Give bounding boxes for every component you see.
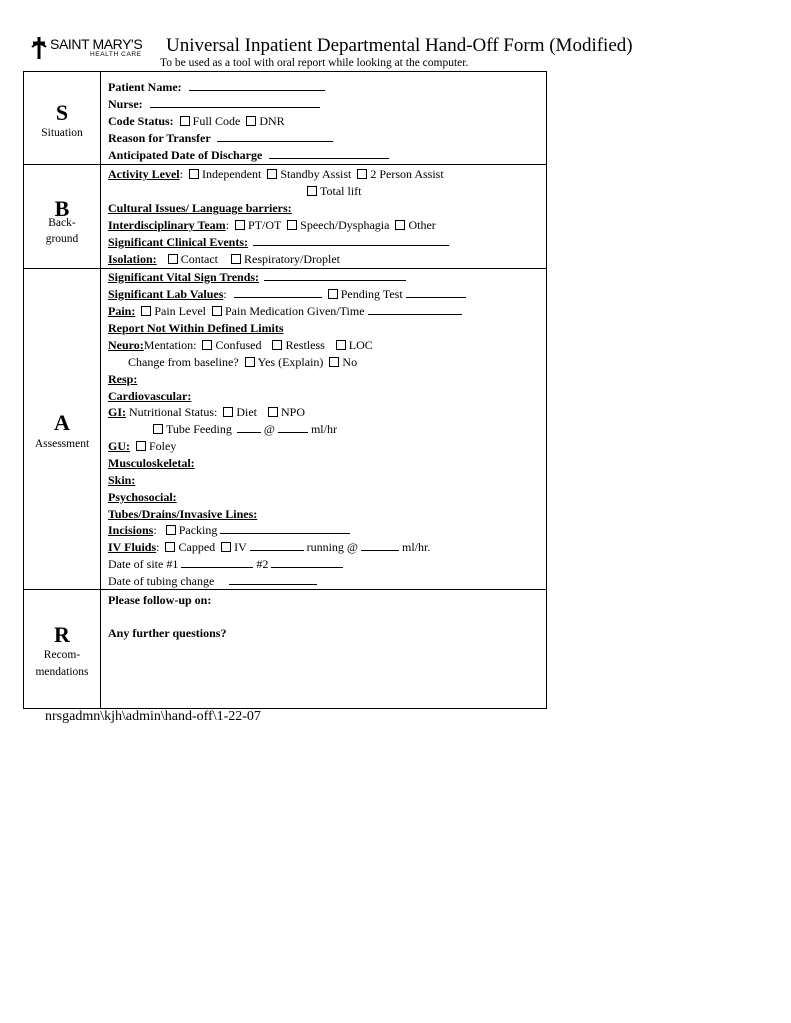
assessment-label: Assessment: [34, 438, 90, 450]
date-site-2-field[interactable]: [271, 557, 343, 568]
incisions-label: Incisions: [108, 523, 154, 537]
psycho-label: Psychosocial:: [108, 490, 177, 504]
interdisciplinary-label: Interdisciplinary Team: [108, 218, 226, 232]
gu-label: GU:: [108, 439, 130, 453]
form-title: Universal Inpatient Departmental Hand-Off Form (Modified): [166, 35, 633, 56]
contact-label: Contact: [180, 252, 219, 266]
no-label: No: [342, 355, 358, 369]
contact-checkbox[interactable]: [168, 254, 178, 264]
packing-field[interactable]: [220, 523, 350, 534]
independent-label: Independent: [202, 167, 262, 181]
saint-marys-logo: [30, 36, 154, 62]
column-divider: [100, 72, 101, 708]
pain-level-label: Pain Level: [154, 304, 206, 318]
mentation-label: Mentation:: [143, 338, 197, 352]
pt-ot-label: PT/OT: [248, 218, 282, 232]
date-tubing-label: Date of tubing change: [108, 574, 215, 588]
tube-feeding-checkbox[interactable]: [153, 424, 163, 434]
assessment-letter: A: [54, 410, 70, 435]
pending-test-label: Pending Test: [340, 287, 403, 301]
change-baseline-row: [128, 355, 357, 370]
neuro-row: [108, 338, 373, 353]
nurse-row: [108, 97, 320, 112]
cardio-label: Cardiovascular:: [108, 389, 192, 403]
npo-label: NPO: [281, 405, 306, 419]
logo-subtitle: HEALTH CARE: [90, 51, 142, 58]
speech-label: Speech/Dysphagia: [300, 218, 390, 232]
background-letter: B: [54, 196, 70, 221]
packing-label: Packing: [178, 523, 218, 537]
isolation-label: Isolation:: [108, 252, 157, 266]
gi-label: GI:: [108, 405, 126, 419]
lab-values-row: Significant Lab Values: Pending Test: [108, 287, 466, 302]
iv-field[interactable]: [250, 540, 304, 551]
tube-feeding-at: @: [263, 422, 275, 436]
recommendations-letter: R: [54, 622, 70, 647]
isolation-row: [108, 252, 340, 267]
pain-med-checkbox[interactable]: [212, 306, 222, 316]
standby-assist-label: Standby Assist: [280, 167, 352, 181]
total-lift-checkbox[interactable]: [307, 186, 317, 196]
logo-name: SAINT MARY'S: [50, 36, 143, 52]
loc-label: LOC: [348, 338, 373, 352]
lab-values-field[interactable]: [234, 287, 322, 298]
tube-feeding-unit: ml/hr: [310, 422, 337, 436]
confused-label: Confused: [215, 338, 262, 352]
npo-checkbox[interactable]: [268, 407, 278, 417]
tubes-label: Tubes/Drains/Invasive Lines:: [108, 507, 258, 521]
clinical-events-row: [108, 235, 449, 250]
two-person-assist-label: 2 Person Assist: [370, 167, 444, 181]
pain-label: Pain:: [108, 304, 136, 318]
respiratory-checkbox[interactable]: [231, 254, 241, 264]
pain-level-checkbox[interactable]: [141, 306, 151, 316]
row-divider-situation: [24, 164, 546, 165]
pain-med-label: Pain Medication Given/Time: [225, 304, 365, 318]
pending-test-checkbox[interactable]: [328, 289, 338, 299]
resp-label: Resp:: [108, 372, 138, 386]
footer-path: nrsgadmn\kjh\admin\hand-off\1-22-07: [45, 709, 261, 724]
date-site-row: [108, 557, 343, 572]
background-label-2: ground: [45, 233, 79, 245]
patient-name-label: Patient Name:: [108, 80, 182, 94]
form-subtitle: To be used as a tool with oral report while looking at the computer.: [160, 57, 469, 69]
clinical-events-label: Significant Clinical Events:: [108, 235, 249, 249]
discharge-row: [108, 148, 389, 163]
respiratory-label: Respiratory/Droplet: [244, 252, 340, 266]
incisions-row: Incisions: Packing: [108, 523, 350, 538]
situation-label: Situation: [41, 127, 83, 139]
running-label: running @: [306, 540, 358, 554]
capped-label: Capped: [178, 540, 216, 554]
vital-signs-field[interactable]: [264, 270, 406, 281]
standby-assist-checkbox[interactable]: [267, 169, 277, 179]
full-code-label: Full Code: [192, 114, 241, 128]
clinical-events-field[interactable]: [253, 235, 449, 246]
pending-test-field[interactable]: [406, 287, 466, 298]
activity-level-row: Activity Level: Independent Standby Assist 2 Person Assist: [108, 167, 444, 181]
foley-checkbox[interactable]: [136, 441, 146, 451]
report-limits-label: Report Not Within Defined Limits: [108, 321, 284, 335]
discharge-label: Anticipated Date of Discharge: [108, 148, 263, 162]
recommendations-label-2: mendations: [35, 666, 89, 678]
further-questions-label: Any further questions?: [108, 626, 227, 640]
reason-transfer-field[interactable]: [217, 131, 333, 142]
tube-feeding-field[interactable]: [237, 422, 261, 433]
running-rate-field[interactable]: [361, 540, 399, 551]
loc-checkbox[interactable]: [336, 340, 346, 350]
discharge-field[interactable]: [269, 148, 389, 159]
diet-checkbox[interactable]: [223, 407, 233, 417]
saint-marys-logo-icon: [30, 37, 48, 59]
pain-row: [108, 304, 462, 319]
row-divider-assessment: [24, 589, 546, 590]
musculo-label: Musculoskeletal:: [108, 456, 195, 470]
other-label: Other: [408, 218, 436, 232]
restless-checkbox[interactable]: [272, 340, 282, 350]
total-lift-row: [304, 184, 361, 199]
activity-level-label: Activity Level: [108, 167, 180, 181]
cultural-issues-label: Cultural Issues/ Language barriers:: [108, 201, 292, 215]
capped-checkbox[interactable]: [165, 542, 175, 552]
dnr-checkbox[interactable]: [246, 116, 256, 126]
date-tubing-field[interactable]: [229, 574, 317, 585]
tube-feeding-label: Tube Feeding: [166, 422, 232, 436]
tube-feeding-row: [150, 422, 337, 437]
row-divider-background: [24, 268, 546, 269]
lab-values-label: Significant Lab Values: [108, 287, 224, 301]
gi-row: [108, 405, 305, 420]
date-tubing-row: [108, 574, 317, 589]
iv-fluids-row: IV Fluids: Capped IV running @ ml/hr.: [108, 540, 431, 554]
patient-name-row: [108, 80, 325, 95]
speech-checkbox[interactable]: [287, 220, 297, 230]
nurse-field[interactable]: [150, 97, 320, 108]
yes-explain-label: Yes (Explain): [257, 355, 324, 369]
interdisciplinary-row: Interdisciplinary Team: PT/OT Speech/Dysphagia Other: [108, 218, 436, 232]
pain-med-field[interactable]: [368, 304, 462, 315]
vital-signs-label: Significant Vital Sign Trends:: [108, 270, 260, 284]
confused-checkbox[interactable]: [202, 340, 212, 350]
pt-ot-checkbox[interactable]: [235, 220, 245, 230]
handoff-form: [23, 71, 547, 709]
follow-up-label: Please follow-up on:: [108, 593, 212, 607]
restless-label: Restless: [285, 338, 325, 352]
yes-explain-checkbox[interactable]: [245, 357, 255, 367]
iv-checkbox[interactable]: [221, 542, 231, 552]
nutritional-label: Nutritional Status:: [129, 405, 218, 419]
code-status-label: Code Status:: [108, 114, 174, 128]
iv-fluids-label: IV Fluids: [108, 540, 157, 554]
nurse-label: Nurse:: [108, 97, 143, 111]
code-status-row: [108, 114, 285, 129]
date-site-1-field[interactable]: [181, 557, 253, 568]
total-lift-label: Total lift: [320, 184, 362, 198]
reason-transfer-row: [108, 131, 333, 146]
iv-unit: ml/hr.: [401, 540, 431, 554]
full-code-checkbox[interactable]: [180, 116, 190, 126]
date-site-label: Date of site #1: [108, 557, 179, 571]
iv-label: IV: [234, 540, 247, 554]
foley-label: Foley: [149, 439, 177, 453]
two-person-assist-checkbox[interactable]: [357, 169, 367, 179]
change-baseline-label: Change from baseline?: [128, 355, 239, 369]
tube-feeding-rate-field[interactable]: [278, 422, 308, 433]
no-checkbox[interactable]: [329, 357, 339, 367]
dnr-label: DNR: [259, 114, 285, 128]
patient-name-field[interactable]: [189, 80, 325, 91]
skin-label: Skin:: [108, 473, 136, 487]
vital-signs-row: [108, 270, 406, 285]
gu-row: [108, 439, 176, 454]
independent-checkbox[interactable]: [189, 169, 199, 179]
neuro-label: Neuro:: [108, 338, 144, 352]
background-label-1: Back-: [48, 217, 76, 229]
packing-checkbox[interactable]: [166, 525, 176, 535]
reason-transfer-label: Reason for Transfer: [108, 131, 211, 145]
situation-letter: S: [55, 100, 69, 125]
diet-label: Diet: [236, 405, 258, 419]
recommendations-label-1: Recom-: [43, 649, 81, 661]
date-site-2-label: #2: [256, 557, 269, 571]
other-checkbox[interactable]: [395, 220, 405, 230]
